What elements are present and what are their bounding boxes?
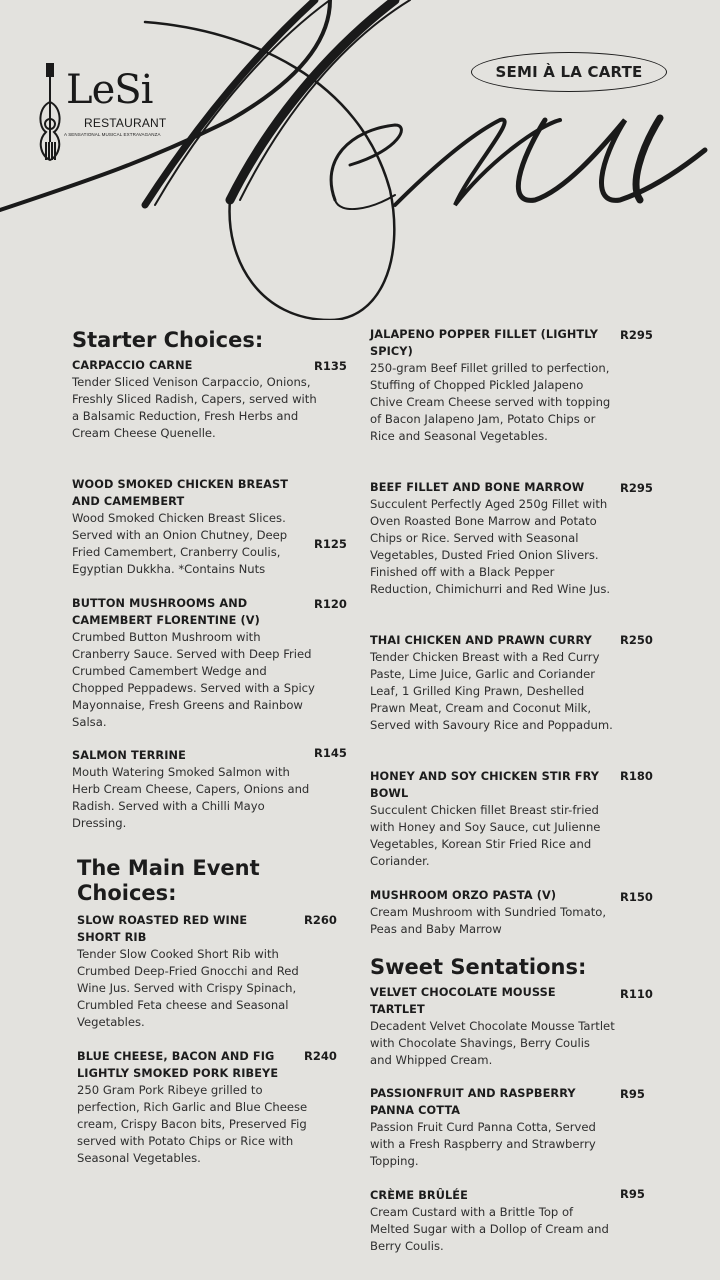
item-description: 250-gram Beef Fillet grilled to perfection, Stuffing of Chopped Pickled Jalapeno Chive Cream Cheese served with topping of Bacon Jalapeno Jam, Potato Chips or Rice and Seasonal Vegetables. <box>370 361 611 443</box>
item-description: Cream Custard with a Brittle Top of Melted Sugar with a Dollop of Cream and Berry Coulis. <box>370 1205 609 1253</box>
semi-a-la-carte-badge: SEMI À LA CARTE <box>471 52 667 92</box>
menu-item <box>72 476 352 578</box>
item-price: R150 <box>620 890 653 904</box>
section-title-desserts: Sweet Sentations: <box>370 955 587 979</box>
item-name: PASSIONFRUIT AND RASPBERRY PANNA COTTA <box>370 1087 576 1117</box>
item-description: Mouth Watering Smoked Salmon with Herb Cream Cheese, Capers, Onions and Radish. Served with a Chilli Mayo Dressing. <box>72 765 310 830</box>
item-price: R295 <box>620 328 653 342</box>
item-price: R120 <box>314 597 347 611</box>
item-name: BEEF FILLET AND BONE MARROW <box>370 481 585 494</box>
menu-item <box>72 747 352 832</box>
section-title-starters: Starter Choices: <box>72 328 264 352</box>
item-description: Passion Fruit Curd Panna Cotta, Served with a Fresh Raspberry and Strawberry Topping. <box>370 1120 596 1168</box>
item-description: Crumbed Button Mushroom with Cranberry Sauce. Served with Deep Fried Crumbed Camembert Wedge and Chopped Peppadews. Served with a Spicy Mayonnaise, Fresh Greens and Rainbow Salsa. <box>72 630 315 729</box>
item-description: Tender Slow Cooked Short Rib with Crumbed Deep-Fried Gnocchi and Red Wine Jus. Served with Crispy Spinach, Crumbled Feta cheese and Seasonal Vegetables. <box>77 947 299 1029</box>
item-description: Succulent Perfectly Aged 250g Fillet with Oven Roasted Bone Marrow and Potato Chips or Rice. Served with Seasonal Vegetables, Dusted Fried Onion Slivers. Finished off with a Black Pepper Reduction, Chimichurri and Red Wine Jus. <box>370 497 611 596</box>
menu-item <box>370 984 650 1069</box>
item-price: R180 <box>620 769 653 783</box>
menu-item <box>370 632 650 734</box>
item-name: BLUE CHEESE, BACON AND FIG LIGHTLY SMOKED PORK RIBEYE <box>77 1050 279 1080</box>
item-price: R260 <box>304 913 337 927</box>
menu-item <box>72 357 352 442</box>
item-name: VELVET CHOCOLATE MOUSSE TARTLET <box>370 986 556 1016</box>
item-name: BUTTON MUSHROOMS AND CAMEMBERT FLORENTINE (V) <box>72 597 260 627</box>
item-price: R295 <box>620 481 653 495</box>
menu-item <box>370 326 650 445</box>
item-description: Decadent Velvet Chocolate Mousse Tartlet with Chocolate Shavings, Berry Coulis and Whipped Cream. <box>370 1019 615 1067</box>
item-name: HONEY AND SOY CHICKEN STIR FRY BOWL <box>370 770 600 800</box>
logo-subtitle: RESTAURANT <box>84 116 167 130</box>
item-description: Succulent Chicken fillet Breast stir-fried with Honey and Soy Sauce, cut Julienne Vegetables, Korean Stir Fried Rice and Coriander. <box>370 803 601 868</box>
section-title-main: The Main Event Choices: <box>77 856 260 905</box>
item-description: Tender Sliced Venison Carpaccio, Onions, Freshly Sliced Radish, Capers, served with a Balsamic Reduction, Fresh Herbs and Cream Cheese Quenelle. <box>72 375 317 440</box>
item-price: R125 <box>314 537 347 551</box>
item-description: Cream Mushroom with Sundried Tomato, Peas and Baby Marrow <box>370 905 607 936</box>
menu-item <box>370 887 650 938</box>
item-description: Tender Chicken Breast with a Red Curry Paste, Lime Juice, Garlic and Coriander Leaf, 1 Grilled King Prawn, Deshelled Prawn Meat, Cream and Coconut Milk, Served with Savoury Rice and Poppadum. <box>370 650 613 732</box>
item-price: R250 <box>620 633 653 647</box>
item-name: WOOD SMOKED CHICKEN BREAST AND CAMEMBERT <box>72 478 289 508</box>
item-name: JALAPENO POPPER FILLET (LIGHTLY SPICY) <box>370 328 599 358</box>
logo-name: LeSi <box>66 67 153 113</box>
menu-item <box>370 768 650 870</box>
item-name: CARPACCIO CARNE <box>72 359 193 372</box>
item-name: THAI CHICKEN AND PRAWN CURRY <box>370 634 592 647</box>
menu-item <box>77 912 357 1031</box>
item-description: 250 Gram Pork Ribeye grilled to perfection, Rich Garlic and Blue Cheese cream, Crispy Bacon bits, Preserved Fig served with Potato Chips or Rice with Seasonal Vegetables. <box>77 1083 308 1165</box>
item-price: R135 <box>314 359 347 373</box>
menu-item <box>370 1085 650 1170</box>
guitar-fork-icon <box>38 62 68 172</box>
menu-item <box>72 595 352 731</box>
item-name: CRÈME BRÛLÉE <box>370 1189 468 1202</box>
menu-item <box>77 1048 357 1167</box>
item-name: MUSHROOM ORZO PASTA (V) <box>370 889 557 902</box>
item-price: R240 <box>304 1049 337 1063</box>
menu-item <box>370 479 650 598</box>
item-price: R95 <box>620 1087 645 1101</box>
item-price: R110 <box>620 987 653 1001</box>
item-price: R145 <box>314 746 347 760</box>
item-name: SLOW ROASTED RED WINE SHORT RIB <box>77 914 248 944</box>
item-name: SALMON TERRINE <box>72 749 186 762</box>
logo-tagline: A SENSATIONAL MUSICAL EXTRAVAGANZA <box>64 132 161 137</box>
menu-item <box>370 1187 650 1255</box>
item-description: Wood Smoked Chicken Breast Slices. Served with an Onion Chutney, Deep Fried Camembert, Cranberry Coulis, Egyptian Dukkha. *Contains Nuts <box>72 511 288 576</box>
restaurant-logo <box>38 62 168 172</box>
item-price: R95 <box>620 1187 645 1201</box>
